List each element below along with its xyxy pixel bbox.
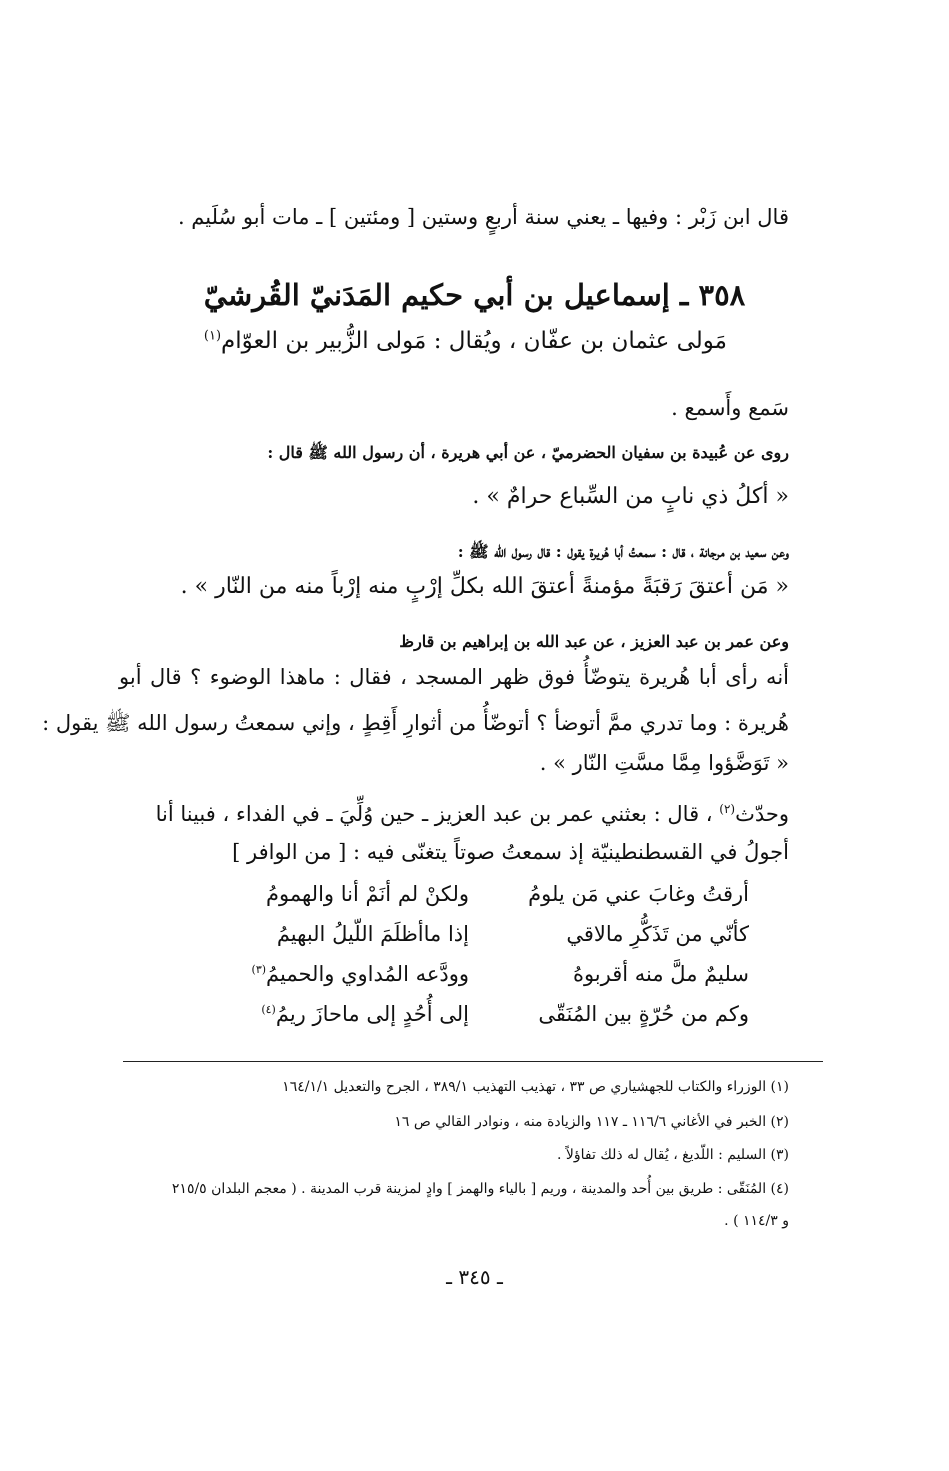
footnote-4: (٤) المُنَقّى : طريق بين أُحد والمدينة ، وريم [ بالياء والهمز ] وادٍ لمزينة قرب المدينة . ( معجم البلدان ٢١٥/٥ (171, 1181, 789, 1197)
verse-second-hemistich (266, 882, 469, 906)
verse-first-hemistich: كأنّي من تَذَكُّرِ مالاقي (566, 922, 749, 946)
narration-line-1 (119, 802, 789, 826)
narration-line-2: أجولُ في القسطنطينيّة إذ سمعتُ صوتاً يتغنّى فيه : [ من الوافر ] (232, 840, 789, 864)
poem-verse (189, 922, 749, 962)
verse-footnote-ref: (٣) (251, 963, 267, 976)
hemistich-text: وودَّعه المُداوي والحميمُ (266, 962, 469, 986)
footnote-ref-1: (١) (203, 328, 222, 344)
entry-subtitle (204, 328, 727, 354)
narration-rest: ، قال : بعثني عمر بن عبد العزيز ـ حين وُلِّيَ ـ في الفداء ، فبينا أنا (155, 802, 720, 826)
hadith3-line-2: هُريرة : وما تدري ممَّ أتوضأ ؟ أتوضّأُ من أثوارِ أَقِطٍ ، وإني سمعتُ رسول الله ﷺ يقول : (42, 711, 789, 735)
hadith1-text: « أكلُ ذي نابٍ من السِّباع حرامٌ » . (472, 484, 789, 509)
footnote-divider (123, 1061, 823, 1062)
page-number: ـ ٣٤٥ ـ (446, 1265, 503, 1289)
hadith1-chain: روى عن عُبيدة بن سفيان الحضرميّ ، عن أبي هريرة ، أن رسول الله ﷺ قال : (267, 443, 789, 462)
poem-verse (189, 962, 749, 1002)
footnote-4-continued: و ١١٤/٣ ) . (724, 1213, 789, 1229)
hemistich-text: إذا ماأظلَمَ اللّيلُ البهيمُ (276, 922, 469, 946)
poem-verse (189, 882, 749, 922)
verse-first-hemistich: سليمٌ ملَّ منه أقربوهُ (572, 962, 749, 986)
verse-footnote-ref: (٤) (261, 1003, 276, 1016)
footnote-2: (٢) الخبر في الأغاني ١١٦/٦ ـ ١١٧ والزيادة منه ، ونوادر القالي ص ١٦ (394, 1114, 789, 1130)
hadith3-chain: وعن عمر بن عبد العزيز ، عن عبد الله بن إبراهيم بن قارظ (399, 632, 789, 651)
poem-verse (189, 1002, 749, 1042)
verse-first-hemistich: أرقتُ وغابَ عني مَن يلومُ (528, 882, 749, 906)
hadith2-text: « مَن أعتقَ رَقبَةً مؤمنةً أعتقَ الله بكلِّ إرْبٍ منه إرْباً منه من النّار » . (180, 574, 789, 599)
hadith3-line-1: أنه رأى أبا هُريرة يتوضّأُ فوق ظهر المسجد ، فقال : ماهذا الوضوء ؟ قال أبو (119, 665, 789, 689)
hadith3-line-3: « تَوَضَّؤوا مِمَّا مسَّتِ النّار » . (539, 751, 789, 775)
top-line: قال ابن زَبْر : وفيها ـ يعني سنة أربعٍ وستين [ ومئتين ] ـ مات أبو سُلَيم . (177, 205, 789, 229)
poem (189, 882, 749, 1042)
hemistich-text: إلى أُحُدٍ إلى ماحازَ ريمُ (275, 1002, 469, 1026)
verse-first-hemistich: وكم من حُرّةٍ بين المُنَقّى (538, 1002, 749, 1026)
verse-second-hemistich (261, 1002, 469, 1026)
footnote-ref-2: (٢) (719, 802, 736, 816)
footnote-1: (١) الوزراء والكتاب للجهشياري ص ٣٣ ، تهذيب التهذيب ٣٨٩/١ ، الجرح والتعديل ١٦٤/١/١ (282, 1079, 789, 1095)
verse-second-hemistich (252, 962, 469, 986)
narration-start: وحدّث (735, 802, 789, 826)
footnote-3: (٣) السليم : اللّديغ ، يُقال له ذلك تفاؤلاً . (557, 1147, 789, 1163)
subtitle-text: مَولى عثمان بن عفّان ، ويُقال : مَولى الزُّبير بن العوّام (221, 328, 727, 354)
hemistich-text: ولكنْ لم أنَمْ أنا والهمومُ (266, 882, 469, 906)
hadith2-chain: وعن سعيد بن مرجانة ، قال : سمعتُ أبا هُريرة يقول : قال رسول الله ﷺ : (457, 542, 789, 561)
entry-title: ٣٥٨ ـ إسماعيل بن أبي حكيم المَدَنيّ القُرشيّ (203, 278, 746, 312)
sami-line: سَمع وأَسمع . (671, 396, 789, 420)
verse-second-hemistich (277, 922, 469, 946)
